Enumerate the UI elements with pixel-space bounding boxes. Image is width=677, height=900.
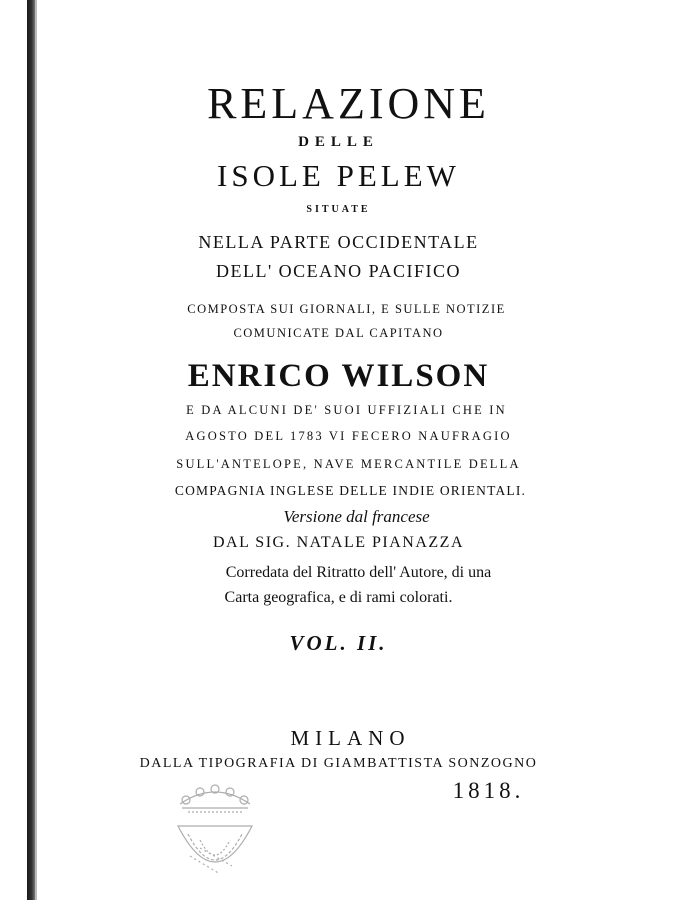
situate-label: SITUATE xyxy=(306,204,371,215)
location-line-2: DELL' OCEANO PACIFICO xyxy=(215,261,462,281)
description-line-1: E DA ALCUNI DE' SUOI UFFIZIALI CHE IN xyxy=(186,403,507,417)
extras-line-1: Corredata del Ritratto dell' Autore, di una xyxy=(225,564,492,581)
imprint-city: MILANO xyxy=(290,726,411,750)
title-subject: ISOLE PELEW xyxy=(217,158,460,193)
location-line-1: NELLA PARTE OCCIDENTALE xyxy=(198,232,479,252)
captain-name: ENRICO WILSON xyxy=(187,358,490,394)
extras-line-2: Carta geografica, e di rami colorati. xyxy=(224,589,453,606)
composed-line-2: COMUNICATE DAL CAPITANO xyxy=(233,326,444,340)
translator-credit: DAL SIG. NATALE PIANAZZA xyxy=(213,534,464,551)
page-title: RELAZIONE xyxy=(207,79,490,128)
version-note: Versione dal francese xyxy=(283,507,430,526)
volume-number: VOL. II. xyxy=(289,631,388,655)
imprint-year: 1818. xyxy=(452,778,525,803)
description-line-3: SULL'ANTELOPE, NAVE MERCANTILE DELLA xyxy=(176,457,521,471)
imprint-printer: DALLA TIPOGRAFIA DI GIAMBATTISTA SONZOGNO xyxy=(139,756,538,771)
title-connector: DELLE xyxy=(298,134,379,150)
description-line-4: COMPAGNIA INGLESE DELLE INDIE ORIENTALI. xyxy=(174,483,527,498)
library-stamp-icon xyxy=(160,778,270,900)
description-line-2: AGOSTO DEL 1783 VI FECERO NAUFRAGIO xyxy=(185,429,512,443)
composed-line-1: COMPOSTA SUI GIORNALI, E SULLE NOTIZIE xyxy=(187,302,506,316)
